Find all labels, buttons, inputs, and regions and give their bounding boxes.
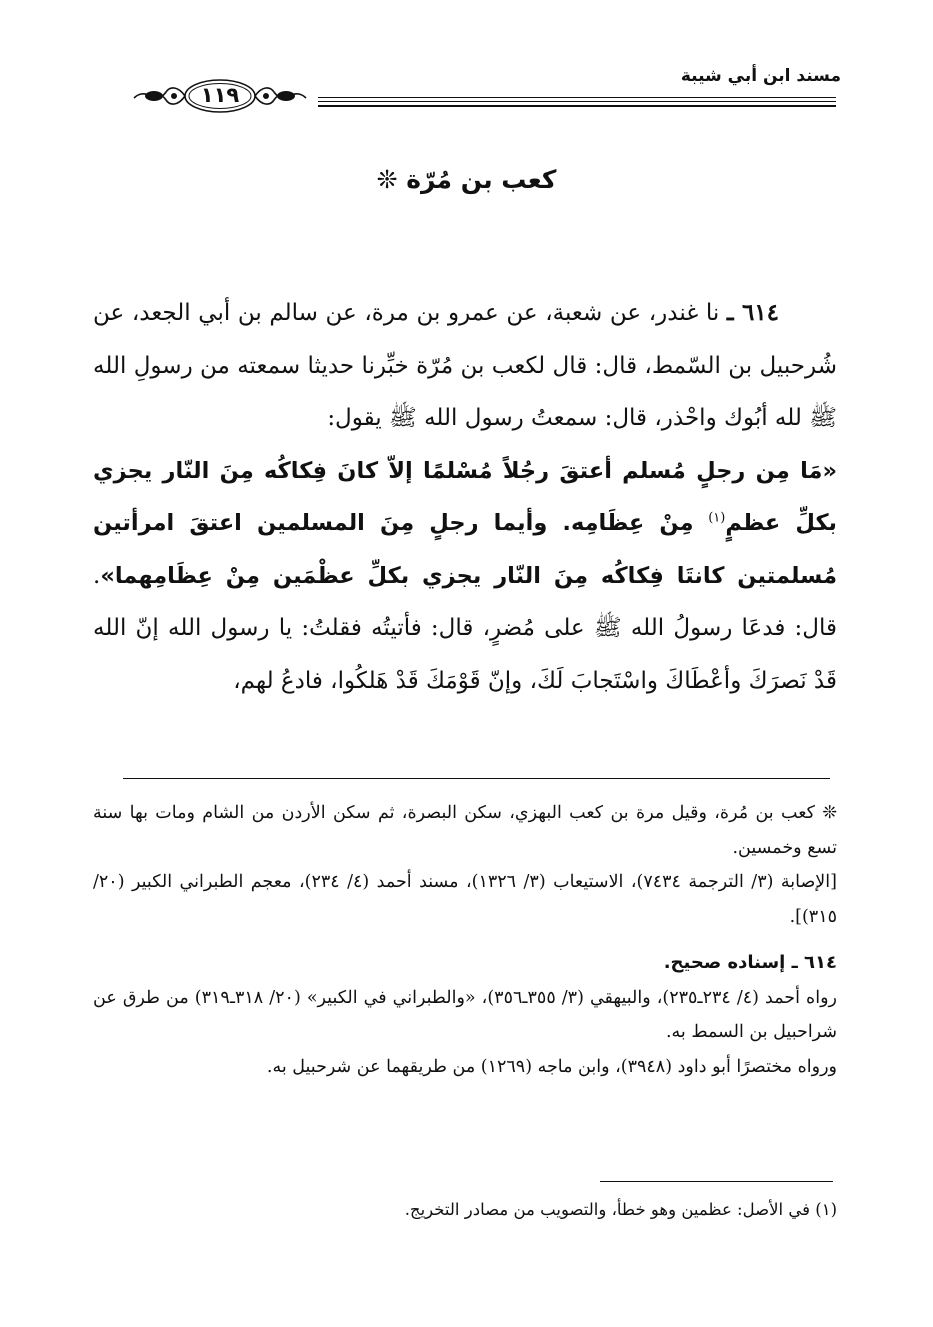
footnote-separator [600,1181,833,1182]
header-rule-middle [318,101,836,102]
header-rule-bottom [318,105,836,107]
footnote: (١) في الأصل: عظمين وهو خطأ، والتصويب من مصادر التخريج. [404,1200,837,1219]
biography-references: [الإصابة (٣/ الترجمة ٧٤٣٤)، الاستيعاب (٣/ ١٣٢٦)، مسند أحمد (٤/ ٢٣٤)، معجم الطبراني الكبير (٢٠/ ٣١٥)]. [93,872,837,927]
hadith-matn-continued: مِنْ عِظَامِه. وأيما رجلٍ مِنَ المسلمين اعتقَ امرأتين مُسلمتين كانتَا فِكاكُه مِنَ النّار يجزي بكلِّ عظْمَين مِنْ عِظَامِهما» [93,510,837,589]
running-title: مسند ابن أبي شيبة [680,66,841,86]
notes-separator [123,778,830,779]
footnote-marker: (١) [708,510,726,526]
page-number: ١١٩ [200,83,240,107]
hadith-body [93,287,837,707]
takhrij-line-2: ورواه مختصرًا أبو داود (٣٩٤٨)، وابن ماجه (١٢٦٩) من طريقهما عن شرحبيل به. [266,1056,837,1077]
biography-note: ❊ كعب بن مُرة، وقيل مرة بن كعب البهزي، سكن البصرة، ثم سكن الأردن من الشام ومات بها سنة تسع وخمسين. [93,803,837,858]
hadith-paragraph [93,287,837,445]
header-rule-top [318,97,836,98]
hadith-continuation: . قال: فدعَا رسولُ الله ﷺ على مُضرٍ، قال: فأتيتُه فقلتُ: يا رسول الله إنّ الله قَدْ نَصرَكَ وأعْطَاكَ واسْتَجابَ لَكَ، وإنّ قَوْمَكَ قَدْ هَلكُوا، فادعُ لهم، [93,562,837,694]
grading-heading: ٦١٤ ـ إسناده صحيح. [663,952,837,973]
hadith-isnad: نا غندر، عن شعبة، عن عمرو بن مرة، عن سالم بن أبي الجعد، عن شُرحبيل بن السّمط، قال: قال لكعب بن مُرّة خبِّرنا حديثا سمعته من رسولِ الله ﷺ لله أبُوك واحْذر، قال: سمعتُ رسول الله ﷺ يقول: [93,300,837,431]
hadith-matn-paragraph [93,445,837,708]
takhrij-line-1: رواه أحمد (٤/ ٢٣٤ـ٢٣٥)، والبيهقي (٣/ ٣٥٥ـ٣٥٦)، «والطبراني في الكبير» (٢٠/ ٣١٨ـ٣١٩) من طرق عن شراحبيل بن السمط به. [93,987,837,1042]
hadith-matn: «مَا مِن رجلٍ مُسلم أعتقَ رجُلاً مُسْلمًا إلاّ كانَ فِكاكُه مِنَ النّار يجزي بكلِّ عظمٍ [93,457,838,536]
hadith-number: ٦١٤ ـ [726,299,780,326]
chapter-title: كعب بن مُرّة ❊ [376,165,557,194]
editor-notes [93,796,837,1084]
